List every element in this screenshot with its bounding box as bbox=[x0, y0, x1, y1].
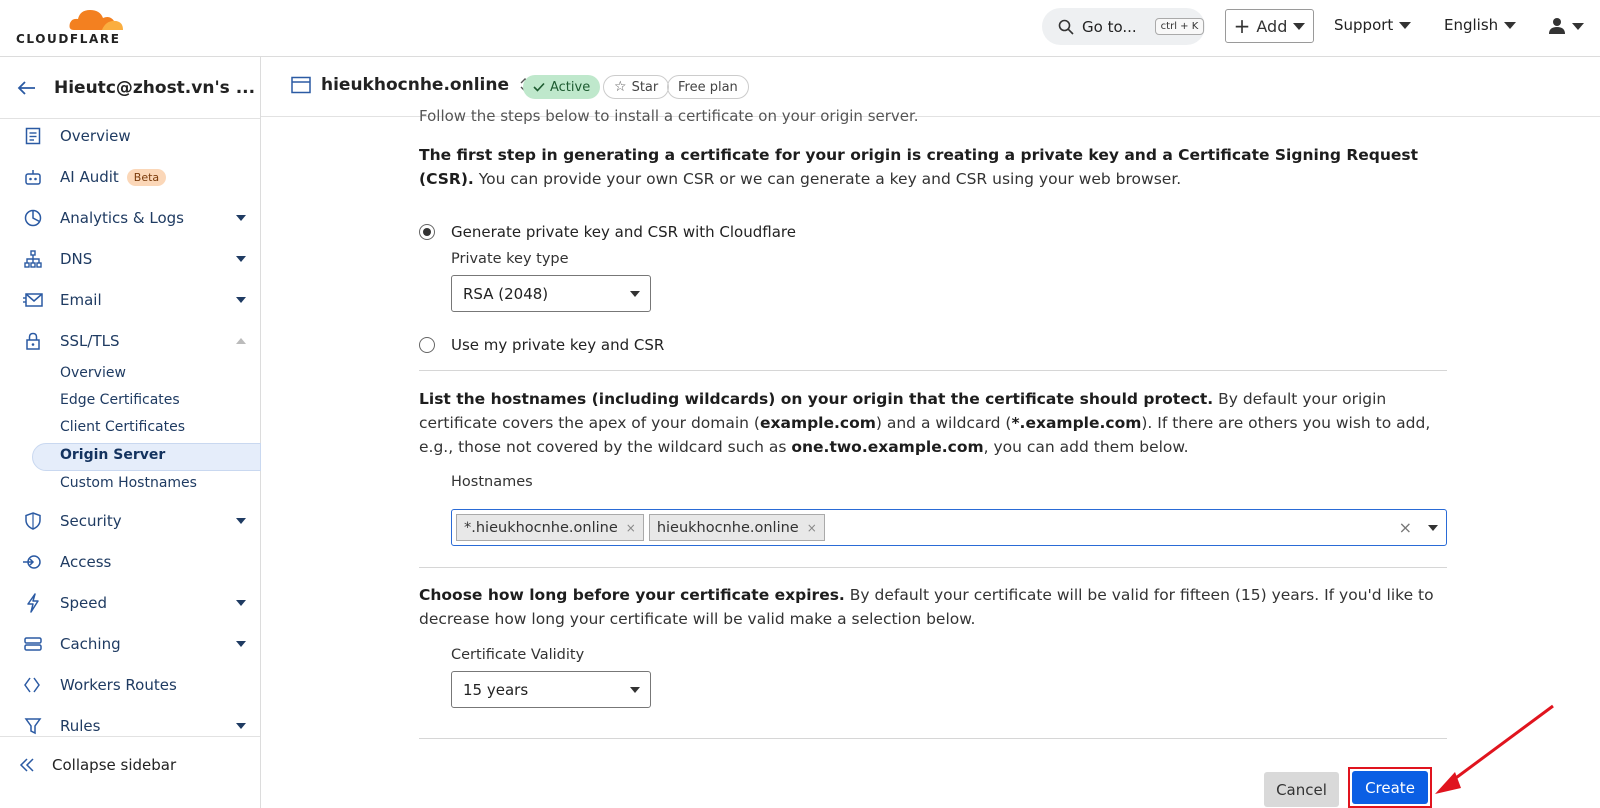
support-menu[interactable] bbox=[1334, 16, 1411, 34]
radio-generate-label: Generate private key and CSR with Cloudflare bbox=[451, 223, 796, 241]
ssl-subitem-edge-certificates[interactable]: Edge Certificates bbox=[60, 392, 180, 408]
annotation-arrow-icon bbox=[1431, 700, 1561, 800]
language-label: English bbox=[1444, 16, 1499, 34]
ssl-subitem-client-certificates[interactable]: Client Certificates bbox=[60, 419, 185, 435]
validity-label: Certificate Validity bbox=[451, 647, 585, 663]
remove-tag-icon[interactable]: × bbox=[625, 520, 636, 535]
divider bbox=[419, 370, 1447, 371]
collapse-sidebar-button[interactable] bbox=[0, 736, 260, 792]
validity-description-rest: By default your certificate will be valid for fifteen (15) years. If you'd like to decrease how long your certificate will be valid make a selection below. bbox=[419, 586, 1434, 628]
hostnames-example: *.example.com bbox=[1011, 414, 1142, 432]
collapse-label: Collapse sidebar bbox=[52, 755, 177, 774]
goto-label: Go to... bbox=[1082, 17, 1137, 36]
chevron-down-icon bbox=[236, 297, 246, 303]
cancel-button[interactable]: Cancel bbox=[1264, 772, 1339, 807]
chevron-down-icon bbox=[236, 723, 246, 729]
main-content bbox=[261, 107, 1600, 808]
validity-description-bold: Choose how long before your certificate expires. bbox=[419, 586, 845, 604]
sidebar-item-label: DNS bbox=[60, 250, 93, 268]
hostnames-example: example.com bbox=[759, 414, 876, 432]
plus-icon: + bbox=[1233, 14, 1251, 38]
sidebar-item-overview[interactable] bbox=[0, 118, 260, 154]
shield-icon bbox=[22, 510, 44, 532]
plan-label: Free plan bbox=[678, 79, 738, 95]
hostname-tag bbox=[649, 514, 825, 541]
network-icon bbox=[22, 248, 44, 270]
radio-generate-csr[interactable] bbox=[419, 223, 796, 241]
validity-select[interactable] bbox=[451, 671, 651, 708]
hostnames-text: ). If there are others you wish to add, e.g., those not covered by the wildcard such as bbox=[419, 414, 1431, 456]
status-label: Active bbox=[550, 79, 591, 95]
sidebar-item-label: Email bbox=[60, 291, 102, 309]
hostnames-text: ) and a wildcard ( bbox=[875, 414, 1012, 432]
hostname-tag bbox=[456, 514, 644, 541]
chevron-down-icon bbox=[1572, 23, 1584, 30]
star-icon: ☆ bbox=[614, 79, 627, 95]
access-icon bbox=[22, 551, 44, 573]
radio-own-csr[interactable] bbox=[419, 336, 664, 354]
language-menu[interactable] bbox=[1444, 16, 1516, 34]
validity-description bbox=[419, 583, 1449, 631]
chevron-down-icon bbox=[236, 518, 246, 524]
back-arrow-icon[interactable] bbox=[18, 81, 36, 95]
bolt-icon bbox=[22, 592, 44, 614]
divider bbox=[419, 738, 1447, 739]
csr-description-bold: The first step in generating a certificate for your origin is creating a private key and a Certificate Signing Request (CSR). bbox=[419, 146, 1419, 188]
sidebar-item-label: Analytics & Logs bbox=[60, 209, 184, 227]
radio-button-checked[interactable] bbox=[419, 224, 435, 240]
account-name: Hieutc@zhost.vn's ... bbox=[54, 77, 256, 98]
chevron-down-icon bbox=[236, 641, 246, 647]
chevron-down-icon bbox=[236, 600, 246, 606]
radio-button-unchecked[interactable] bbox=[419, 337, 435, 353]
account-switcher[interactable] bbox=[0, 57, 260, 119]
storage-icon bbox=[22, 633, 44, 655]
support-label: Support bbox=[1334, 16, 1394, 34]
chevron-up-icon bbox=[236, 338, 246, 344]
sidebar-item-workers-routes[interactable] bbox=[0, 667, 260, 703]
sidebar-item-label: Overview bbox=[60, 127, 131, 145]
browser-window-icon bbox=[291, 76, 311, 94]
cloudflare-logo[interactable] bbox=[16, 6, 126, 46]
sidebar bbox=[0, 57, 261, 808]
intro-text: Follow the steps below to install a certificate on your origin server. bbox=[419, 107, 919, 125]
plan-badge[interactable] bbox=[667, 75, 749, 99]
chevron-down-icon bbox=[630, 687, 640, 693]
hostnames-label: Hostnames bbox=[451, 474, 533, 490]
double-chevron-left-icon bbox=[20, 758, 34, 772]
zone-switcher[interactable] bbox=[291, 75, 531, 95]
csr-description bbox=[419, 143, 1449, 191]
chevron-down-icon bbox=[1399, 22, 1411, 29]
add-label: Add bbox=[1256, 16, 1288, 36]
document-icon bbox=[22, 125, 44, 147]
sidebar-item-ssl-tls[interactable] bbox=[0, 323, 260, 359]
private-key-label: Private key type bbox=[451, 251, 569, 267]
ssl-subitem-custom-hostnames[interactable]: Custom Hostnames bbox=[60, 475, 197, 491]
star-label: Star bbox=[631, 79, 659, 95]
sidebar-item-label: Security bbox=[60, 512, 122, 530]
ssl-subitem-origin-server[interactable]: Origin Server bbox=[60, 447, 166, 463]
status-badge bbox=[523, 75, 600, 99]
top-bar bbox=[0, 0, 1600, 57]
hostnames-description-bold: List the hostnames (including wildcards) on your origin that the certificate should protect. bbox=[419, 390, 1214, 408]
sidebar-item-access[interactable] bbox=[0, 544, 260, 580]
radio-own-label: Use my private key and CSR bbox=[451, 336, 665, 354]
add-button[interactable] bbox=[1225, 9, 1314, 43]
brand-name: CLOUDFLARE bbox=[16, 32, 121, 46]
sidebar-item-label: Speed bbox=[60, 594, 108, 612]
clear-icon[interactable]: × bbox=[1398, 518, 1412, 537]
private-key-value: RSA (2048) bbox=[463, 284, 549, 303]
sidebar-item-label: Rules bbox=[60, 717, 101, 735]
create-button-highlight bbox=[1348, 767, 1432, 808]
hostname-tag-label: *.hieukhocnhe.online bbox=[464, 519, 618, 536]
sidebar-item-label: AI Audit bbox=[60, 168, 119, 186]
workers-icon bbox=[22, 674, 44, 696]
hostnames-example: one.two.example.com bbox=[791, 438, 984, 456]
hostnames-text: , you can add them below. bbox=[983, 438, 1189, 456]
hostnames-input[interactable] bbox=[451, 509, 1447, 546]
sidebar-item-email[interactable] bbox=[0, 282, 260, 318]
sidebar-item-label: Access bbox=[60, 553, 112, 571]
cloud-icon bbox=[66, 6, 126, 32]
user-icon bbox=[1548, 17, 1566, 35]
robot-icon bbox=[22, 166, 44, 188]
sidebar-item-security[interactable] bbox=[0, 503, 260, 539]
divider bbox=[419, 567, 1447, 568]
user-menu[interactable] bbox=[1548, 17, 1584, 35]
chevron-down-icon bbox=[1504, 22, 1516, 29]
sidebar-item-speed[interactable] bbox=[0, 585, 260, 621]
create-button[interactable]: Create bbox=[1352, 771, 1428, 804]
chevron-down-icon bbox=[236, 256, 246, 262]
chevron-down-icon[interactable] bbox=[1428, 525, 1438, 531]
beta-badge: Beta bbox=[127, 169, 166, 186]
rules-icon bbox=[22, 715, 44, 737]
private-key-select[interactable] bbox=[451, 275, 651, 312]
sidebar-item-analytics[interactable] bbox=[0, 200, 260, 236]
star-button[interactable] bbox=[603, 75, 669, 99]
search-icon bbox=[1058, 19, 1074, 35]
sidebar-item-caching[interactable] bbox=[0, 626, 260, 662]
sidebar-item-label: SSL/TLS bbox=[60, 332, 120, 350]
remove-tag-icon[interactable]: × bbox=[806, 520, 817, 535]
check-icon bbox=[533, 82, 545, 92]
chevron-down-icon bbox=[1293, 23, 1305, 30]
validity-value: 15 years bbox=[463, 680, 529, 699]
chevron-down-icon bbox=[236, 215, 246, 221]
hostnames-text: By default your origin certificate covers the apex of your domain ( bbox=[419, 390, 1387, 432]
sidebar-item-label: Workers Routes bbox=[60, 676, 177, 694]
ssl-subitem-overview[interactable]: Overview bbox=[60, 365, 126, 381]
chevron-down-icon bbox=[630, 291, 640, 297]
goto-search[interactable] bbox=[1042, 8, 1205, 45]
hostnames-description bbox=[419, 387, 1449, 459]
lock-icon bbox=[22, 330, 44, 352]
pie-chart-icon bbox=[22, 207, 44, 229]
zone-name: hieukhocnhe.online bbox=[321, 75, 509, 95]
hostname-tag-label: hieukhocnhe.online bbox=[656, 519, 799, 536]
goto-shortcut: ctrl + K bbox=[1155, 18, 1205, 35]
sidebar-item-ai-audit[interactable] bbox=[0, 159, 260, 195]
csr-description-rest: You can provide your own CSR or we can generate a key and CSR using your web browser. bbox=[473, 170, 1182, 188]
sidebar-item-dns[interactable] bbox=[0, 241, 260, 277]
mail-icon bbox=[22, 289, 44, 311]
sidebar-item-label: Caching bbox=[60, 635, 121, 653]
